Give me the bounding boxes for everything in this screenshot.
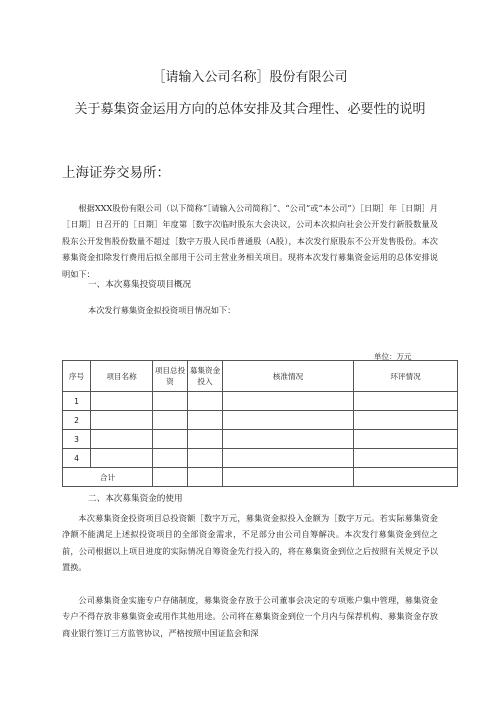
table-intro: 本次发行募集资金拟投资项目情况如下： <box>88 305 236 315</box>
table-cell <box>91 411 153 430</box>
header-raised-funds: 募集资金投入 <box>188 361 223 392</box>
table-cell <box>223 468 354 487</box>
table-row <box>63 430 458 449</box>
paragraph-investment: 本次募集资金投资项目总投资额［数字万元，募集资金拟投入金额为［数字万元。若实际募集资金净额不能满足上述拟投资项目的全部资金需求，不足部分由公司自筹解决。本次发行募集资金到位之前，公司根据以上项目进度的实际情况自筹资金先行投入的，将在募集资金到位之后按照有关规定予以置换。 <box>62 513 438 573</box>
table-cell <box>354 468 458 487</box>
table-cell <box>91 449 153 468</box>
row-number: 4 <box>63 449 91 468</box>
table-cell <box>354 392 458 411</box>
table-cell <box>223 411 354 430</box>
section-heading-usage: 二、本次募集资金的使用 <box>88 494 183 504</box>
table-row <box>63 392 458 411</box>
row-number: 2 <box>63 411 91 430</box>
total-label: 合计 <box>63 468 153 487</box>
table-cell <box>223 430 354 449</box>
table-cell <box>354 449 458 468</box>
table-cell <box>153 468 188 487</box>
header-environmental: 环评情况 <box>354 361 458 392</box>
table-cell <box>153 411 188 430</box>
table-cell <box>91 392 153 411</box>
addressee: 上海证券交易所： <box>62 165 170 181</box>
table-header-row <box>63 361 458 392</box>
project-table <box>62 360 458 487</box>
header-total-investment: 项目总投资 <box>153 361 188 392</box>
document-title: 关于募集资金运用方向的总体安排及其合理性、必要性的说明 <box>74 102 426 117</box>
paragraph-custody: 公司募集资金实施专户存储制度，募集资金存放于公司董事会决定的专项账户集中管理，募集资金专户不得存放非募集资金或用作其他用途。公司将在募集资金到位一个月内与保荐机构、募集资金存放商业银行签订三方监管协议，严格按照中国证监会和深 <box>62 595 438 638</box>
table-cell <box>354 430 458 449</box>
table-row <box>63 449 458 468</box>
unit-label: 单位：万元 <box>374 352 412 361</box>
company-title: ［请输入公司名称］股份有限公司 <box>152 70 348 85</box>
table-cell <box>153 392 188 411</box>
table-cell <box>354 411 458 430</box>
header-approval: 核准情况 <box>223 361 354 392</box>
table-cell <box>153 449 188 468</box>
table-cell <box>91 430 153 449</box>
table-cell <box>188 392 223 411</box>
row-number: 3 <box>63 430 91 449</box>
table-cell <box>153 430 188 449</box>
row-number: 1 <box>63 392 91 411</box>
table-row <box>63 411 458 430</box>
table-total-row <box>63 468 458 487</box>
table-cell <box>223 449 354 468</box>
header-project-name: 项目名称 <box>91 361 153 392</box>
table-cell <box>188 449 223 468</box>
header-seq: 序号 <box>63 361 91 392</box>
table-cell <box>188 468 223 487</box>
table-cell <box>188 430 223 449</box>
section-heading-overview: 一、本次募集投资项目概况 <box>88 280 192 290</box>
table-cell <box>223 392 354 411</box>
table-cell <box>188 411 223 430</box>
paragraph-resolution: 根据XXX股份有限公司（以下简称“［请输入公司简称］”、“公司”或“本公司”）［日期］年［日期］月［日期］日召开的［日期］年度第［数字次临时股东大会决议，公司本次拟向社会公开发行新股数量及股东公开发售股份数量不超过［数字万股人民币普通股（A股），本次发行原股东不公开发售股份。本次募集资金扣除发行费用后拟全部用于公司主营业务相关项目。现将本次发行募集资金运用的总体安排说明如下： <box>62 203 438 279</box>
